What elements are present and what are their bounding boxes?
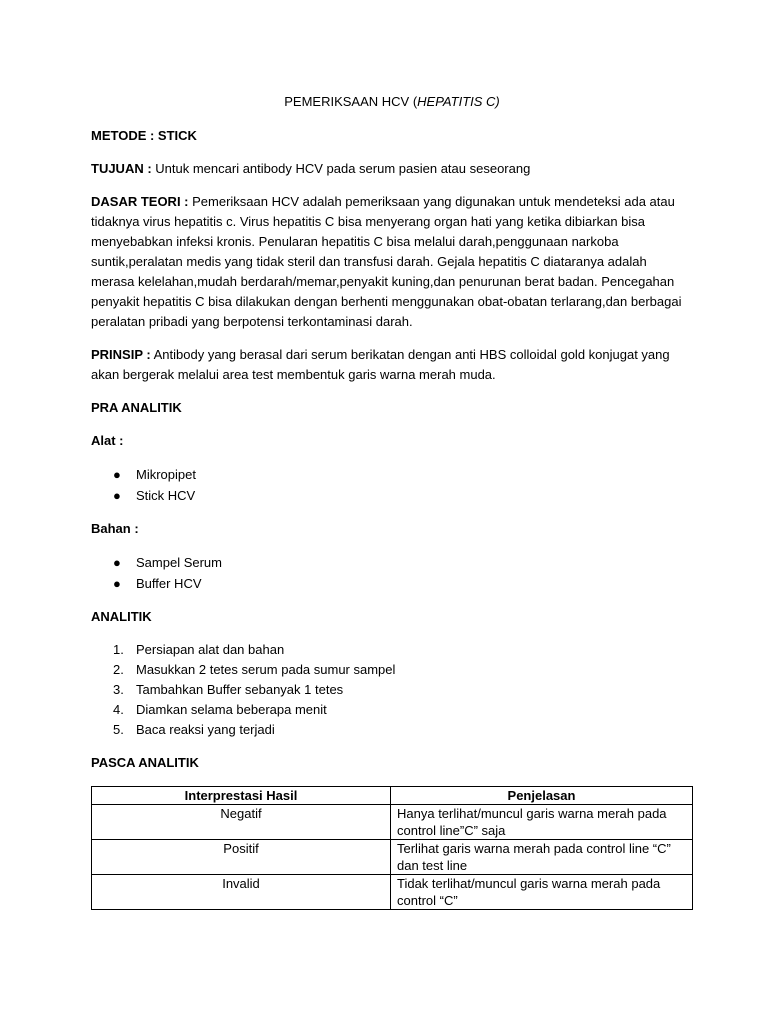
bullet-icon: ● [113,467,121,482]
metode-heading: METODE : STICK [91,128,197,143]
list-item-text: Buffer HCV [136,576,202,591]
dasar-teori-paragraph [91,192,693,332]
list-item-text: Sampel Serum [136,555,222,570]
analitik-heading: ANALITIK [91,609,152,624]
step-number: 5. [113,722,124,737]
title-main: PEMERIKSAAN HCV ( [284,94,418,109]
table-header-row [92,787,693,805]
step-text: Masukkan 2 tetes serum pada sumur sampel [136,662,396,677]
prinsip-text: Antibody yang berasal dari serum berikatan dengan anti HBS colloidal gold konjugat yang akan bergerak melalui area test membentuk garis warna merah muda. [91,347,670,382]
list-item [91,680,693,700]
pra-analitik-heading: PRA ANALITIK [91,400,182,415]
dasar-teori-text: Pemeriksaan HCV adalah pemeriksaan yang digunakan untuk mendeteksi ada atau tidaknya virus hepatitis c. Virus hepatitis C bisa menyerang organ hati yang ketika dibiarkan bisa menyebabkan infeksi kronis. Penularan hepatitis C bisa melalui darah,penggunaan narkoba suntik,peralatan medis yang tidak steril dan transfusi darah. Gejala hepatitis C diataranya adalah merasa kelelahan,mudah berdarah/memar,penyakit kuning,dan penurunan berat badan. Pencegahan penyakit hepatitis C bisa dilakukan dengan berhenti menggunakan obat-obatan terlarang,dan berbagai peralatan pribadi yang berpotensi terkontaminasi darah. [91,194,682,329]
column-header-penjelasan: Penjelasan [391,787,693,805]
list-item [91,552,693,573]
analitik-steps [91,640,693,740]
cell-hasil: Positif [92,840,391,875]
cell-hasil: Invalid [92,875,391,910]
list-item [91,485,693,506]
result-table [91,786,693,910]
list-item-text: Stick HCV [136,488,196,503]
step-number: 3. [113,682,124,697]
bullet-icon: ● [113,576,121,591]
cell-hasil: Negatif [92,805,391,840]
document-page [91,92,693,910]
table-row [92,805,693,840]
title-italic: HEPATITIS C) [417,94,500,109]
pasca-analitik-heading: PASCA ANALITIK [91,755,199,770]
list-item [91,660,693,680]
step-text: Persiapan alat dan bahan [136,642,285,657]
tujuan-text: Untuk mencari antibody HCV pada serum pasien atau seseorang [151,161,531,176]
step-number: 4. [113,702,124,717]
prinsip-label: PRINSIP : [91,347,151,362]
list-item [91,640,693,660]
bullet-icon: ● [113,555,121,570]
table-row [92,875,693,910]
list-item [91,720,693,740]
page-title [91,92,693,112]
cell-penjelasan: Terlihat garis warna merah pada control line “C” dan test line [391,840,693,875]
tujuan-label: TUJUAN : [91,161,152,176]
list-item [91,700,693,720]
tujuan-paragraph [91,159,693,179]
step-text: Baca reaksi yang terjadi [136,722,275,737]
cell-penjelasan: Hanya terlihat/muncul garis warna merah pada control line”C” saja [391,805,693,840]
step-text: Tambahkan Buffer sebanyak 1 tetes [136,682,344,697]
alat-heading: Alat : [91,433,124,448]
step-number: 2. [113,662,124,677]
bullet-icon: ● [113,488,121,503]
alat-list [91,464,693,506]
bahan-list [91,552,693,594]
column-header-hasil: Interprestasi Hasil [92,787,391,805]
prinsip-paragraph [91,345,693,385]
cell-penjelasan: Tidak terlihat/muncul garis warna merah pada control “C” [391,875,693,910]
table-row [92,840,693,875]
bahan-heading: Bahan : [91,521,139,536]
step-text: Diamkan selama beberapa menit [136,702,327,717]
list-item [91,573,693,594]
list-item [91,464,693,485]
dasar-teori-label: DASAR TEORI : [91,194,189,209]
step-number: 1. [113,642,124,657]
list-item-text: Mikropipet [136,467,196,482]
